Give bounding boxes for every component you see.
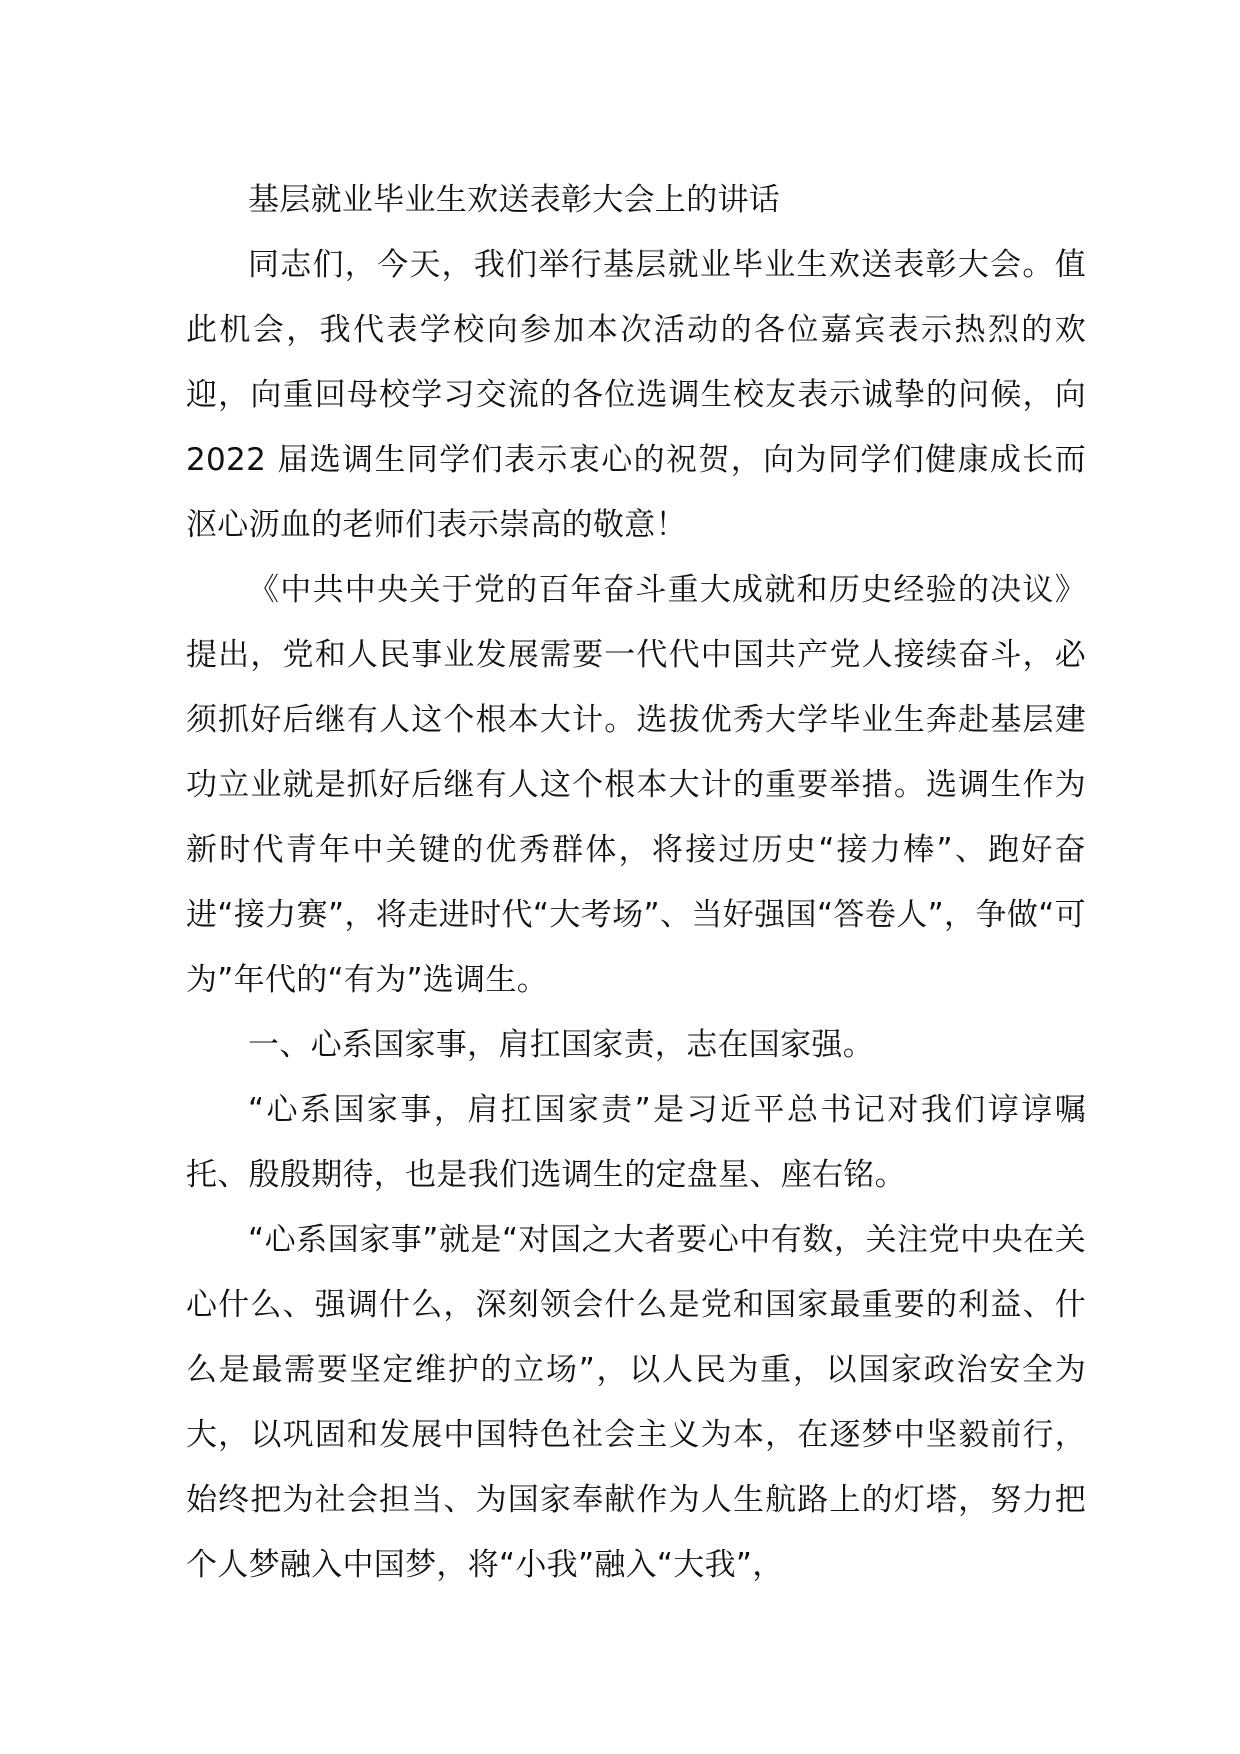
document-title: 基层就业毕业生欢送表彰大会上的讲话	[248, 182, 781, 218]
paragraph-resolution: 《中共中央关于党的百年奋斗重大成就和历史经验的决议》提出，党和人民事业发展需要一代代中国共产党人接续奋斗，必须抓好后继有人这个根本大计。选拔优秀大学毕业生奔赴基层建功立业就是抓好后继有人这个根本大计的重要举措。选调生作为新时代青年中关键的优秀群体，将接过历史“接力棒”、跑好奋进“接力赛”，将走进时代“大考场”、当好强国“答卷人”，争做“可为”年代的“有为”选调生。	[186, 572, 1086, 998]
section-heading-1: 一、心系国家事，肩扛国家责，志在国家强。	[248, 1027, 874, 1063]
paragraph-national-affairs: “心系国家事”就是“对国之大者要心中有数，关注党中央在关心什么、强调什么，深刻领会什么是党和国家最重要的利益、什么是最需要坚定维护的立场”，以人民为重，以国家政治安全为大，以巩固和发展中国特色社会主义为本，在逐梦中坚毅前行，始终把为社会担当、为国家奉献作为人生航路上的灯塔，努力把个人梦融入中国梦，将“小我”融入“大我”，	[186, 1222, 1086, 1583]
document-body	[186, 168, 1086, 1598]
paragraph-instruction: “心系国家事，肩扛国家责”是习近平总书记对我们谆谆嘱托、殷殷期待，也是我们选调生的定盘星、座右铭。	[186, 1092, 1086, 1193]
paragraph-greeting: 同志们，今天，我们举行基层就业毕业生欢送表彰大会。值此机会，我代表学校向参加本次活动的各位嘉宾表示热烈的欢迎，向重回母校学习交流的各位选调生校友表示诚挚的问候，向 2022 届选调生同学们表示衷心的祝贺，向为同学们健康成长而沤心沥血的老师们表示崇高的敬意！	[186, 247, 1086, 543]
